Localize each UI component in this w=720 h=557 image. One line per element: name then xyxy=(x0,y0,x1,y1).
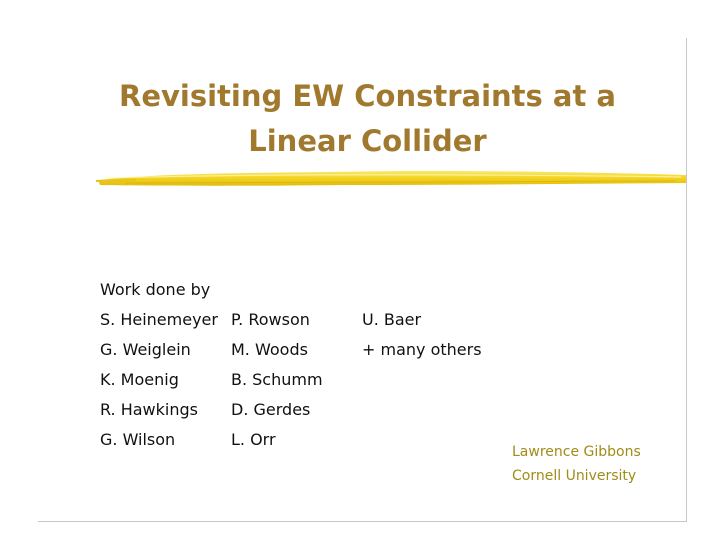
title-line-2: Linear Collider xyxy=(248,124,487,158)
author-affiliation: Cornell University xyxy=(512,468,637,484)
collaborator-name: U. Baer xyxy=(362,310,422,329)
author-name: Lawrence Gibbons xyxy=(512,444,641,460)
collaborator-name: R. Hawkings xyxy=(100,400,198,419)
collaborator-table xyxy=(100,308,502,458)
title-line-1: Revisiting EW Constraints at a xyxy=(119,79,616,113)
collaborator-name: G. Wilson xyxy=(100,430,176,449)
slide-frame-bottom-edge xyxy=(38,521,687,522)
collaborator-name: G. Weiglein xyxy=(100,340,191,359)
collaborator-row xyxy=(100,308,502,338)
collaborator-row xyxy=(100,368,502,398)
work-done-by-label: Work done by xyxy=(100,280,211,299)
collaborator-name: B. Schumm xyxy=(231,370,323,389)
collaborator-row xyxy=(100,338,502,368)
collaborator-list xyxy=(100,278,502,458)
collaborator-name: M. Woods xyxy=(231,340,308,359)
slide-frame-right-edge xyxy=(686,38,687,522)
highlighter-stroke xyxy=(96,164,688,190)
collaborator-name: + many others xyxy=(362,340,482,359)
collaborator-name xyxy=(362,428,502,458)
slide-title xyxy=(90,74,645,164)
collaborator-name: S. Heinemeyer xyxy=(100,310,218,329)
collaborator-name: D. Gerdes xyxy=(231,400,311,419)
collaborator-name: L. Orr xyxy=(231,430,276,449)
collaborator-row xyxy=(100,398,502,428)
author-block xyxy=(512,440,641,488)
collaborator-name: P. Rowson xyxy=(231,310,310,329)
collaborator-name xyxy=(362,398,502,428)
collaborator-name: K. Moenig xyxy=(100,370,179,389)
collaborator-name xyxy=(362,368,502,398)
collaborator-row xyxy=(100,428,502,458)
